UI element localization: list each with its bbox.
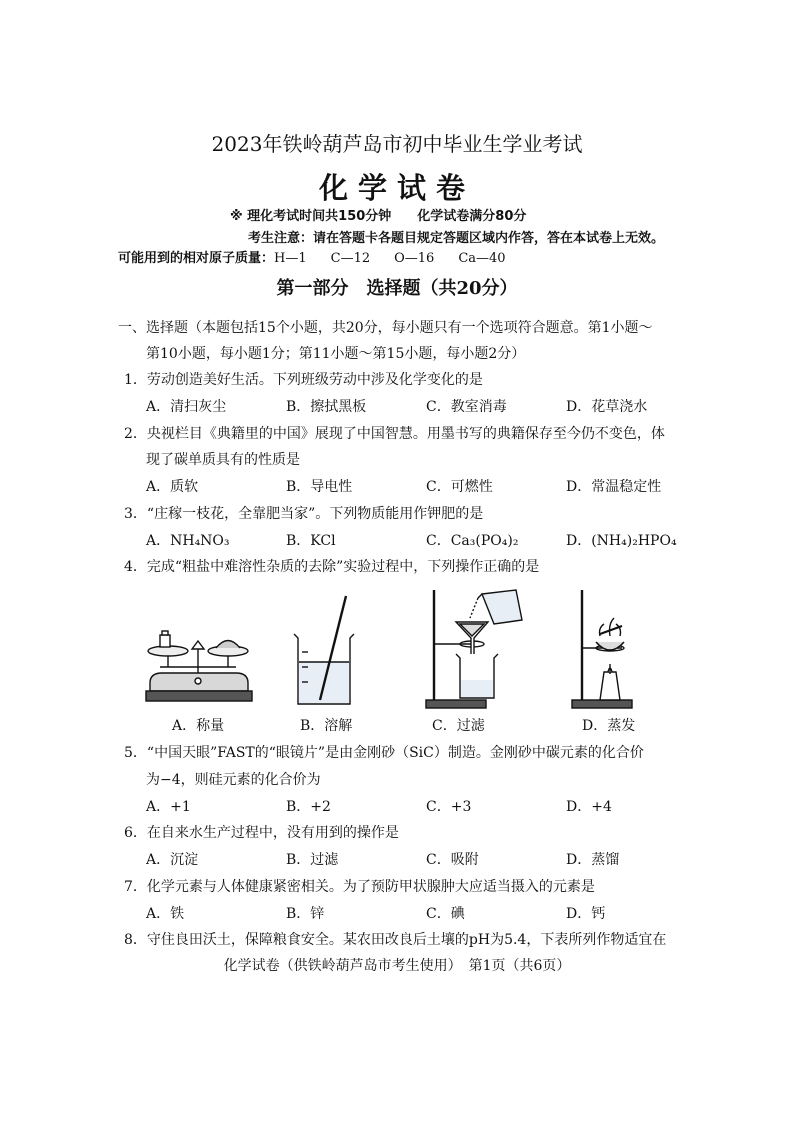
question-4-stem: 4．完成“粗盐中难溶性杂质的去除”实验过程中，下列操作正确的是	[124, 559, 540, 575]
q7-option-b: B．锌	[286, 906, 325, 922]
q4-option-b: B．溶解	[300, 718, 353, 734]
q7-option-a: A．铁	[146, 906, 185, 922]
subject-title: 化学试卷	[318, 171, 475, 205]
q3-option-b: B．KCl	[286, 533, 336, 549]
q2-option-c: C．可燃性	[426, 479, 493, 495]
q6-option-c: C．吸附	[426, 852, 479, 868]
q3-option-c: C．Ca₃(PO₄)₂	[426, 533, 519, 549]
q2-option-d: D．常温稳定性	[566, 479, 662, 495]
mass-o: O—16	[394, 251, 435, 266]
question-5-stem: 5．“中国天眼”FAST的“眼镜片”是由金刚砂（SiC）制造。金刚砂中碳元素的化合价	[124, 745, 644, 761]
q7-option-d: D．钙	[566, 906, 606, 922]
time-info: ※ 理化考试时间共150分钟 化学试卷满分80分	[230, 209, 527, 224]
q5-option-d: D．+4	[566, 799, 612, 815]
filtration-apparatus-image	[420, 584, 528, 710]
q7-option-c: C．碘	[426, 906, 465, 922]
q6-option-a: A．沉淀	[146, 852, 199, 868]
q4-option-d: D．蒸发	[582, 718, 636, 734]
q4-option-c: C．过滤	[432, 718, 485, 734]
part-title: 第一部分 选择题（共20分）	[276, 278, 518, 299]
question-2-stem-cont: 现了碳单质具有的性质是	[146, 452, 300, 468]
question-8-stem: 8．守住良田沃土，保障粮食安全。某农田改良后土壤的pH为5.4，下表所列作物适宜在	[124, 932, 667, 948]
atomic-masses	[118, 247, 506, 266]
question-3-stem: 3．“庄稼一枝花，全靠肥当家”。下列物质能用作钾肥的是	[124, 506, 484, 522]
question-2-stem: 2．央视栏目《典籍里的中国》展现了中国智慧。用墨书写的典籍保存至今仍不变色，体	[124, 426, 665, 442]
q1-option-b: B．擦拭黑板	[286, 399, 367, 415]
dissolving-apparatus-image	[286, 592, 366, 710]
section-subheading: 第10小题，每小题1分；第11小题～第15小题，每小题2分）	[146, 346, 526, 362]
q5-option-a: A．+1	[146, 799, 191, 815]
q1-option-d: D．花草浇水	[566, 399, 648, 415]
page-footer: 化学试卷（供铁岭葫芦岛市考生使用） 第1页（共6页）	[223, 958, 571, 974]
q3-option-d: D．(NH₄)₂HPO₄	[566, 533, 677, 549]
mass-ca: Ca—40	[458, 251, 506, 266]
q2-option-a: A．质软	[146, 479, 199, 495]
q1-option-a: A．清扫灰尘	[146, 399, 227, 415]
q5-option-b: B．+2	[286, 799, 331, 815]
exam-title: 2023年铁岭葫芦岛市初中毕业生学业考试	[211, 132, 583, 156]
q6-option-b: B．过滤	[286, 852, 339, 868]
section-heading: 一、选择题（本题包括15个小题，共20分，每小题只有一个选项符合题意。第1小题～	[118, 320, 653, 336]
question-5-stem-cont: 为−4，则硅元素的化合价为	[146, 772, 321, 788]
q5-option-c: C．+3	[426, 799, 472, 815]
q1-option-c: C．教室消毒	[426, 399, 507, 415]
q2-option-b: B．导电性	[286, 479, 353, 495]
q6-option-d: D．蒸馏	[566, 852, 620, 868]
evaporation-apparatus-image	[570, 588, 650, 710]
balance-apparatus-image	[140, 615, 260, 707]
q4-option-a: A．称量	[172, 718, 225, 734]
question-7-stem: 7．化学元素与人体健康紧密相关。为了预防甲状腺肿大应适当摄入的元素是	[124, 879, 595, 895]
atomic-masses-label: 可能用到的相对原子质量：	[118, 251, 275, 266]
mass-c: C—12	[330, 251, 371, 266]
exam-notice: 考生注意：请在答题卡各题目规定答题区域内作答，答在本试卷上无效。	[248, 231, 665, 246]
question-1-stem: 1．劳动创造美好生活。下列班级劳动中涉及化学变化的是	[124, 372, 483, 388]
mass-h: H—1	[274, 251, 307, 266]
question-6-stem: 6．在自来水生产过程中，没有用到的操作是	[124, 825, 399, 841]
q3-option-a: A．NH₄NO₃	[146, 533, 230, 549]
